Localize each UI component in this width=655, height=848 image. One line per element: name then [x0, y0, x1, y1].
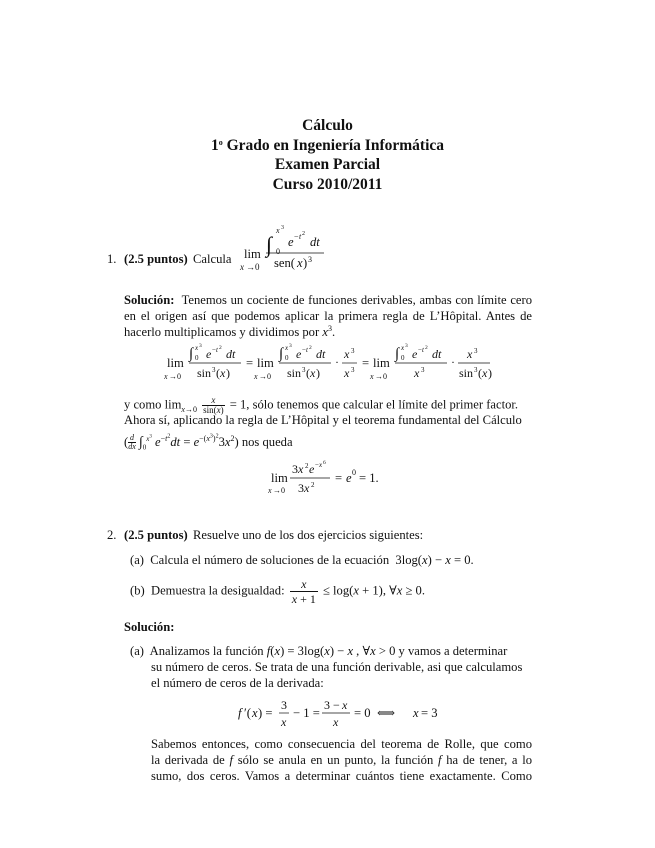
svg-text:x: x: [413, 706, 419, 720]
svg-text:e: e: [346, 471, 352, 485]
svg-text:sin: sin: [287, 366, 302, 380]
q2-solution-label: Solución:: [124, 620, 175, 634]
svg-text:− 1 =: − 1 =: [293, 706, 320, 720]
svg-text:e: e: [296, 347, 302, 361]
svg-text:→0: →0: [259, 372, 271, 381]
svg-text:x: x: [333, 715, 339, 729]
svg-text:x: x: [467, 347, 473, 361]
svg-text:(: (: [306, 366, 310, 380]
svg-text:=: =: [362, 356, 370, 370]
exam-type: Examen Parcial: [274, 156, 381, 173]
svg-text:→0: →0: [273, 486, 285, 495]
svg-text:x: x: [276, 226, 280, 235]
svg-text:3: 3: [298, 481, 304, 495]
svg-text:2: 2: [305, 462, 309, 470]
svg-text:) =: ) =: [258, 706, 273, 720]
svg-text:x: x: [297, 256, 303, 270]
q1-solution-text-3: Ahora sí, aplicando la regla de L’Hôpital y el teorema fundamental del Cálculo: [124, 413, 522, 427]
svg-text:x: x: [164, 372, 168, 381]
q1-solution-paragraph: Solución: Tenemos un cociente de funciones derivables, ambas con límite cero en el origen así que podemos aplicar la primera regla de L’Hôpital. Antes de hacerlo multiplicamos y dividimos por $x^3$.: [124, 293, 532, 339]
svg-text:3: 3: [421, 366, 425, 374]
svg-text:0: 0: [401, 354, 405, 362]
svg-text:t: t: [306, 346, 308, 354]
q2-sol-a-paragraph: [151, 737, 532, 784]
q2-prompt: Resuelve uno de los dos ejercicios siguientes:: [193, 528, 424, 542]
svg-text:→0: →0: [169, 372, 181, 381]
course-title: Cálculo: [302, 117, 353, 134]
svg-text:0: 0: [195, 354, 199, 362]
svg-text:0: 0: [285, 354, 289, 362]
svg-text:dt: dt: [316, 347, 326, 361]
degree-title: 1$^o$ Grado en Ingeniería Informática: [210, 136, 445, 154]
q2-points: (2.5 puntos): [124, 528, 188, 542]
svg-text:x: x: [414, 366, 420, 380]
svg-text:3: 3: [474, 366, 478, 374]
svg-text:): ): [226, 366, 230, 380]
svg-text:dt: dt: [226, 347, 236, 361]
title-block: [0, 116, 655, 194]
q1-number: 1.: [107, 252, 117, 266]
svg-text:= 0: = 0: [354, 706, 371, 720]
svg-text:−: −: [212, 346, 216, 354]
svg-text:6: 6: [323, 460, 326, 466]
svg-text:x: x: [268, 486, 272, 495]
svg-text:= 1.: = 1.: [359, 471, 379, 485]
q2-sol-a-line-3: el número de ceros de la derivada:: [151, 676, 324, 690]
svg-text:x: x: [342, 698, 348, 712]
q1-solution-equation-1: [164, 342, 494, 388]
svg-text:= 3: = 3: [421, 706, 438, 720]
svg-text:x: x: [285, 344, 289, 352]
svg-text:x: x: [319, 461, 323, 469]
svg-text:3: 3: [281, 225, 284, 231]
svg-text:x: x: [310, 366, 316, 380]
svg-text:∫: ∫: [189, 346, 194, 362]
svg-text:x: x: [482, 366, 488, 380]
svg-text:t: t: [422, 346, 424, 354]
svg-text:∫: ∫: [266, 232, 273, 257]
svg-text:3: 3: [302, 366, 306, 374]
svg-text:t: t: [216, 346, 218, 354]
svg-text:3 −: 3 −: [324, 698, 340, 712]
svg-text:sin: sin: [197, 366, 212, 380]
svg-text:e: e: [412, 347, 418, 361]
svg-text:lim: lim: [271, 471, 288, 485]
svg-text:sin: sin: [459, 366, 474, 380]
q1-solution-text-4: ($\frac{d}{dx} \int_0^{x^3}$ $e^{-t^2}dt = e^{-(x^3)^2}3x^2$) nos queda: [124, 433, 293, 452]
svg-text:=: =: [335, 471, 343, 485]
svg-text:x: x: [401, 344, 405, 352]
svg-text:e: e: [309, 462, 315, 476]
svg-text:2: 2: [309, 345, 312, 351]
svg-text:x: x: [281, 715, 287, 729]
svg-text:∫: ∫: [395, 346, 400, 362]
svg-text:t: t: [299, 232, 302, 241]
svg-text:x: x: [344, 366, 350, 380]
svg-text:3: 3: [308, 255, 312, 264]
q2-sol-a-paragraph-line-2: la derivada de f sólo se anula en un punto, la función f ha de tener, a lo: [151, 752, 533, 767]
q2-sol-a-equation: [238, 695, 448, 733]
svg-text:x: x: [254, 372, 258, 381]
q1-prompt: Calcula: [193, 252, 232, 266]
svg-text:dt: dt: [310, 235, 320, 249]
svg-text:3: 3: [351, 366, 355, 374]
svg-text:f: f: [238, 706, 242, 720]
svg-text:x: x: [298, 462, 304, 476]
svg-text:(: (: [216, 366, 220, 380]
svg-text:e: e: [288, 235, 294, 249]
svg-text:x: x: [240, 262, 244, 272]
svg-text:x: x: [220, 366, 226, 380]
svg-text:x: x: [252, 706, 258, 720]
svg-text:sen(: sen(: [274, 256, 295, 270]
svg-text:): ): [316, 366, 320, 380]
q1-solution-text-2: y como $\lim_{x\to 0} \frac{x}{\sin(x)} = 1$, sólo tenemos que calcular el límite del primer factor.: [124, 395, 519, 415]
svg-text:3: 3: [212, 366, 216, 374]
q2-sol-a-line-1: (a) Analizamos la función f(x) = 3log(x) − x , ∀x > 0 y vamos a determinar: [130, 644, 508, 658]
course-year: Curso 2010/2011: [272, 175, 383, 193]
svg-text:3: 3: [199, 343, 202, 349]
q2-item-a: (a) Calcula el número de soluciones de la ecuación 3log(x) − x = 0.: [130, 553, 474, 567]
svg-text:3: 3: [289, 343, 292, 349]
q2-item-b: (b) Demuestra la desigualdad: $\frac{x}{x + 1} \le \log(x + 1)$, ∀x ≥ 0.: [130, 577, 425, 606]
svg-text:2: 2: [425, 345, 428, 351]
svg-text:−: −: [302, 346, 306, 354]
svg-text:∫: ∫: [279, 346, 284, 362]
q1-limit-formula: [238, 222, 338, 278]
svg-text:(: (: [478, 366, 482, 380]
svg-text:lim: lim: [167, 356, 184, 370]
q2-number: 2.: [107, 528, 117, 542]
svg-text:x: x: [304, 481, 310, 495]
q1-solution-equation-2: [268, 458, 398, 498]
svg-text:−: −: [315, 461, 319, 469]
svg-text:lim: lim: [257, 356, 274, 370]
svg-text:2: 2: [219, 345, 222, 351]
q2-sol-a-paragraph-line-1: Sabemos entonces, como consecuencia del teorema de Rolle, que como: [151, 737, 532, 751]
svg-text:x: x: [370, 372, 374, 381]
svg-text:−: −: [294, 232, 299, 241]
svg-text:·: ·: [451, 355, 455, 369]
svg-text:·: ·: [335, 355, 339, 369]
svg-text:2: 2: [302, 231, 305, 237]
svg-text:): ): [488, 366, 492, 380]
svg-text:): ): [303, 256, 308, 270]
svg-text:lim: lim: [244, 247, 261, 261]
svg-text:0: 0: [276, 247, 280, 256]
svg-text:⟺: ⟺: [377, 706, 396, 720]
svg-text:−: −: [418, 346, 422, 354]
svg-text:x: x: [344, 347, 350, 361]
svg-text:3: 3: [351, 347, 355, 355]
svg-text:e: e: [206, 347, 212, 361]
svg-text:→0: →0: [375, 372, 387, 381]
q2-sol-a-line-2: su número de ceros. Se trata de una función derivable, asi que calculamos: [151, 660, 523, 674]
svg-text:′(: ′(: [244, 706, 251, 720]
svg-text:2: 2: [311, 481, 315, 489]
svg-text:3: 3: [405, 343, 408, 349]
svg-text:dt: dt: [432, 347, 442, 361]
svg-text:3: 3: [474, 347, 478, 355]
svg-text:x: x: [195, 344, 199, 352]
svg-text:3: 3: [292, 462, 298, 476]
svg-text:0: 0: [352, 468, 356, 477]
svg-text:→0: →0: [246, 262, 260, 272]
q1-points: (2.5 puntos): [124, 252, 188, 266]
svg-text:3: 3: [281, 698, 287, 712]
svg-text:=: =: [246, 356, 254, 370]
svg-text:lim: lim: [373, 356, 390, 370]
q2-sol-a-paragraph-line-3: sumo, dos ceros. Vamos a determinar cuántos tiene exactamente. Como: [151, 768, 532, 783]
